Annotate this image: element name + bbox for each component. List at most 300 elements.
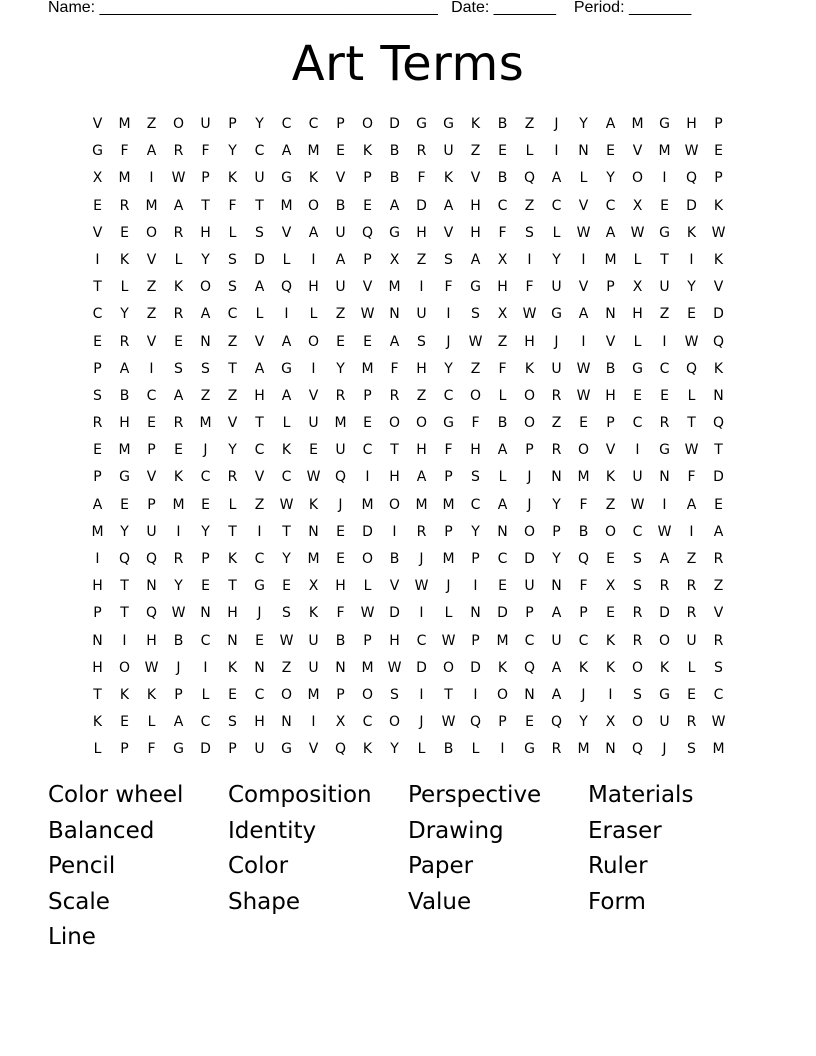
grid-letter: O: [361, 686, 374, 703]
grid-letter: B: [497, 170, 508, 187]
word-bank-item: Form: [588, 888, 646, 915]
grid-letter: B: [578, 523, 589, 540]
grid-letter: W: [171, 605, 186, 622]
grid-letter: C: [551, 197, 562, 214]
grid-letter: R: [632, 632, 643, 649]
grid-letter: E: [201, 578, 210, 595]
grid-row: [84, 111, 732, 138]
grid-letter: K: [686, 224, 697, 241]
grid-letter: E: [579, 415, 588, 432]
grid-letter: T: [660, 251, 669, 268]
grid-letter: O: [145, 224, 158, 241]
grid-letter: M: [442, 551, 455, 567]
grid-letter: N: [605, 306, 616, 323]
grid-letter: D: [389, 605, 400, 622]
grid-letter: K: [119, 686, 130, 703]
grid-letter: I: [500, 741, 505, 758]
grid-letter: R: [551, 387, 562, 404]
grid-row: [84, 247, 732, 274]
grid-letter: N: [146, 578, 157, 595]
grid-letter: P: [174, 686, 183, 703]
grid-letter: S: [633, 578, 642, 595]
grid-row: [84, 736, 732, 763]
grid-letter: C: [281, 469, 292, 486]
grid-letter: L: [147, 714, 156, 731]
grid-letter: R: [686, 714, 697, 731]
grid-letter: C: [578, 632, 589, 649]
grid-letter: P: [525, 605, 534, 622]
grid-letter: X: [632, 279, 643, 296]
grid-letter: S: [633, 551, 642, 567]
grid-letter: B: [389, 551, 400, 567]
grid-letter: M: [91, 523, 104, 540]
grid-letter: T: [282, 523, 291, 540]
grid-letter: L: [282, 251, 291, 268]
grid-letter: P: [363, 387, 372, 404]
grid-letter: D: [686, 197, 697, 214]
grid-letter: K: [497, 659, 508, 676]
grid-letter: F: [525, 279, 534, 296]
grid-letter: I: [419, 279, 424, 296]
grid-letter: C: [254, 686, 265, 703]
grid-letter: H: [605, 387, 616, 404]
grid-letter: X: [605, 714, 616, 731]
grid-letter: V: [578, 197, 589, 214]
grid-letter: R: [632, 605, 643, 622]
grid-letter: H: [92, 659, 103, 676]
grid-letter: D: [524, 551, 535, 567]
grid-letter: C: [254, 143, 265, 160]
grid-letter: H: [470, 224, 481, 241]
grid-letter: J: [662, 741, 667, 758]
grid-letter: V: [632, 143, 643, 160]
grid-letter: Y: [120, 523, 129, 540]
grid-letter: U: [551, 360, 562, 377]
grid-letter: P: [228, 116, 237, 132]
grid-row: [84, 383, 732, 410]
grid-letter: E: [174, 333, 183, 350]
grid-letter: T: [255, 415, 264, 432]
grid-letter: G: [416, 116, 427, 132]
grid-row: [84, 329, 732, 356]
grid-letter: P: [93, 469, 102, 486]
grid-letter: N: [200, 605, 211, 622]
grid-letter: P: [525, 442, 534, 459]
grid-letter: Y: [579, 116, 588, 132]
grid-letter: O: [496, 686, 509, 703]
grid-letter: I: [662, 170, 667, 187]
grid-letter: E: [687, 686, 696, 703]
grid-letter: R: [173, 143, 184, 160]
grid-row: [84, 709, 732, 736]
grid-letter: Y: [228, 143, 237, 160]
grid-letter: P: [336, 116, 345, 132]
grid-letter: L: [498, 387, 507, 404]
grid-letter: R: [659, 578, 670, 595]
grid-letter: G: [551, 306, 562, 323]
grid-letter: N: [254, 659, 265, 676]
grid-letter: R: [686, 578, 697, 595]
grid-letter: I: [608, 686, 613, 703]
grid-letter: E: [606, 551, 615, 567]
grid-letter: N: [389, 306, 400, 323]
grid-letter: Q: [685, 360, 698, 377]
grid-letter: F: [498, 360, 507, 377]
grid-letter: A: [200, 306, 211, 323]
grid-letter: O: [442, 659, 455, 676]
grid-letter: V: [605, 442, 616, 459]
grid-row: [84, 464, 732, 491]
grid-letter: E: [174, 442, 183, 459]
grid-letter: N: [605, 741, 616, 758]
grid-letter: I: [311, 360, 316, 377]
grid-letter: S: [255, 224, 264, 241]
grid-letter: I: [365, 469, 370, 486]
grid-letter: A: [686, 496, 697, 513]
grid-letter: E: [660, 197, 669, 214]
grid-letter: K: [524, 360, 535, 377]
page-title: Art Terms: [291, 36, 525, 92]
grid-letter: L: [579, 170, 588, 187]
grid-letter: V: [146, 469, 157, 486]
grid-letter: O: [523, 415, 536, 432]
grid-letter: T: [228, 578, 237, 595]
grid-letter: Q: [334, 469, 347, 486]
grid-letter: W: [522, 306, 537, 323]
grid-letter: Q: [523, 170, 536, 187]
grid-letter: R: [416, 143, 427, 160]
grid-letter: J: [419, 714, 424, 731]
grid-letter: K: [578, 659, 589, 676]
grid-letter: C: [281, 116, 292, 132]
grid-letter: M: [496, 632, 509, 649]
grid-letter: L: [633, 333, 642, 350]
grid-letter: B: [605, 360, 616, 377]
grid-letter: Z: [227, 387, 238, 404]
grid-letter: U: [335, 224, 346, 241]
grid-letter: U: [335, 442, 346, 459]
grid-letter: Z: [146, 306, 157, 323]
grid-letter: K: [605, 659, 616, 676]
grid-letter: L: [228, 224, 237, 241]
grid-letter: V: [470, 170, 481, 187]
grid-letter: I: [392, 523, 397, 540]
grid-letter: K: [308, 496, 319, 513]
grid-letter: L: [687, 387, 696, 404]
grid-letter: F: [336, 605, 345, 622]
word-bank: [48, 778, 768, 956]
grid-letter: K: [308, 170, 319, 187]
grid-letter: O: [307, 197, 320, 214]
grid-letter: O: [658, 632, 671, 649]
grid-letter: I: [689, 251, 694, 268]
grid-letter: G: [659, 224, 670, 241]
grid-letter: Y: [120, 306, 129, 323]
grid-letter: U: [632, 469, 643, 486]
grid-letter: K: [119, 251, 130, 268]
grid-letter: U: [659, 714, 670, 731]
grid-letter: Q: [334, 741, 347, 758]
grid-letter: A: [281, 387, 292, 404]
grid-letter: E: [255, 632, 264, 649]
grid-letter: S: [714, 659, 723, 676]
grid-letter: Q: [523, 659, 536, 676]
grid-letter: P: [363, 632, 372, 649]
grid-letter: A: [551, 686, 562, 703]
grid-letter: E: [714, 496, 723, 513]
grid-letter: R: [416, 523, 427, 540]
grid-letter: T: [93, 686, 102, 703]
grid-letter: M: [388, 279, 401, 296]
grid-letter: A: [173, 387, 184, 404]
grid-letter: Z: [524, 197, 535, 214]
grid-letter: R: [173, 551, 184, 567]
grid-letter: Y: [579, 714, 588, 731]
grid-letter: P: [714, 170, 723, 187]
grid-letter: U: [551, 632, 562, 649]
grid-letter: E: [714, 143, 723, 160]
grid-letter: I: [122, 632, 127, 649]
grid-letter: A: [659, 551, 670, 567]
grid-letter: M: [415, 496, 428, 513]
grid-letter: I: [662, 496, 667, 513]
grid-letter: W: [468, 333, 483, 350]
grid-letter: Z: [335, 306, 346, 323]
grid-letter: H: [92, 578, 103, 595]
grid-letter: A: [308, 224, 319, 241]
grid-letter: Z: [146, 116, 157, 132]
grid-letter: A: [605, 116, 616, 132]
grid-letter: G: [443, 415, 454, 432]
grid-letter: Q: [550, 714, 563, 731]
grid-letter: I: [446, 306, 451, 323]
grid-letter: M: [577, 741, 590, 758]
grid-letter: L: [228, 496, 237, 513]
grid-letter: Y: [282, 551, 291, 567]
grid-letter: L: [687, 659, 696, 676]
grid-letter: Z: [686, 551, 697, 567]
grid-letter: E: [120, 496, 129, 513]
grid-letter: H: [389, 632, 400, 649]
grid-letter: A: [551, 605, 562, 622]
grid-letter: L: [633, 251, 642, 268]
grid-letter: I: [581, 333, 586, 350]
grid-row: [84, 600, 732, 627]
grid-letter: E: [120, 224, 129, 241]
grid-letter: F: [444, 442, 453, 459]
grid-letter: M: [118, 170, 131, 187]
grid-letter: F: [687, 469, 696, 486]
grid-letter: I: [95, 551, 100, 567]
grid-letter: M: [334, 415, 347, 432]
grid-letter: H: [470, 197, 481, 214]
grid-letter: O: [361, 551, 374, 567]
word-bank-item: Line: [48, 924, 96, 951]
grid-row: [84, 682, 732, 709]
grid-row: [84, 165, 732, 192]
grid-letter: O: [388, 496, 401, 513]
grid-letter: S: [174, 360, 183, 377]
grid-letter: B: [389, 143, 400, 160]
grid-letter: A: [713, 523, 724, 540]
grid-letter: Y: [174, 578, 183, 595]
grid-letter: O: [523, 523, 536, 540]
grid-letter: Q: [361, 224, 374, 241]
grid-letter: W: [711, 224, 726, 241]
grid-letter: K: [362, 741, 373, 758]
grid-letter: T: [687, 415, 696, 432]
grid-letter: T: [255, 197, 264, 214]
word-bank-item: Color wheel: [48, 782, 184, 808]
grid-letter: O: [388, 714, 401, 731]
grid-letter: N: [227, 632, 238, 649]
grid-letter: Q: [145, 551, 158, 567]
grid-row: [84, 655, 732, 682]
grid-letter: E: [363, 197, 372, 214]
grid-letter: I: [95, 251, 100, 268]
grid-letter: A: [146, 143, 157, 160]
grid-letter: Y: [228, 442, 237, 459]
word-bank-item: Identity: [228, 817, 317, 844]
grid-letter: A: [605, 224, 616, 241]
grid-letter: D: [713, 469, 724, 486]
grid-letter: N: [551, 469, 562, 486]
grid-letter: F: [444, 279, 453, 296]
grid-letter: N: [713, 387, 724, 404]
grid-letter: Z: [416, 387, 427, 404]
grid-letter: P: [228, 741, 237, 758]
grid-letter: M: [199, 415, 212, 432]
grid-letter: Q: [145, 605, 158, 622]
grid-letter: X: [497, 251, 508, 268]
grid-letter: K: [227, 659, 238, 676]
grid-letter: E: [525, 714, 534, 731]
grid-row: [84, 138, 732, 165]
grid-letter: E: [336, 333, 345, 350]
grid-letter: G: [443, 116, 454, 132]
grid-letter: K: [470, 116, 481, 132]
grid-letter: C: [362, 442, 373, 459]
grid-letter: O: [361, 116, 374, 132]
grid-letter: J: [446, 578, 451, 595]
grid-letter: Z: [470, 360, 481, 377]
grid-letter: E: [336, 143, 345, 160]
grid-letter: P: [579, 605, 588, 622]
grid-letter: E: [336, 551, 345, 567]
grid-letter: P: [93, 605, 102, 622]
grid-letter: N: [92, 632, 103, 649]
grid-letter: Q: [631, 741, 644, 758]
grid-letter: E: [363, 415, 372, 432]
grid-letter: H: [416, 360, 427, 377]
grid-letter: P: [363, 251, 372, 268]
grid-letter: G: [524, 741, 535, 758]
grid-letter: Q: [469, 714, 482, 731]
grid-letter: P: [336, 686, 345, 703]
grid-letter: P: [714, 116, 723, 132]
grid-letter: Q: [712, 333, 725, 350]
grid-letter: C: [200, 469, 211, 486]
grid-letter: A: [551, 170, 562, 187]
grid-letter: W: [171, 170, 186, 187]
grid-letter: M: [118, 442, 131, 459]
grid-letter: A: [551, 659, 562, 676]
grid-letter: V: [281, 224, 292, 241]
word-bank-item: Shape: [228, 888, 301, 915]
grid-letter: L: [417, 741, 426, 758]
grid-letter: A: [254, 279, 265, 296]
grid-letter: L: [525, 143, 534, 160]
grid-letter: W: [387, 659, 402, 676]
name-field-label: Name: ______________________________________: [48, 0, 438, 16]
grid-letter: D: [362, 523, 373, 540]
grid-letter: U: [308, 659, 319, 676]
grid-letter: O: [118, 659, 131, 676]
grid-letter: I: [419, 605, 424, 622]
grid-letter: G: [659, 686, 670, 703]
grid-letter: Z: [254, 496, 265, 513]
grid-letter: P: [498, 714, 507, 731]
grid-letter: J: [257, 605, 262, 622]
grid-letter: P: [147, 442, 156, 459]
grid-letter: X: [92, 170, 103, 187]
grid-letter: R: [686, 605, 697, 622]
grid-row: [84, 274, 732, 301]
grid-row: [84, 410, 732, 437]
grid-letter: V: [713, 279, 724, 296]
grid-letter: T: [714, 442, 723, 459]
grid-letter: G: [254, 578, 265, 595]
grid-letter: A: [497, 496, 508, 513]
grid-letter: I: [176, 523, 181, 540]
grid-letter: B: [497, 116, 508, 132]
grid-letter: H: [308, 279, 319, 296]
grid-letter: K: [227, 170, 238, 187]
grid-letter: X: [335, 714, 346, 731]
grid-letter: Z: [551, 415, 562, 432]
grid-letter: N: [578, 143, 589, 160]
grid-letter: J: [338, 496, 343, 513]
grid-letter: H: [227, 605, 238, 622]
grid-letter: C: [254, 551, 265, 567]
grid-letter: J: [581, 686, 586, 703]
grid-letter: M: [280, 197, 293, 214]
grid-letter: V: [578, 279, 589, 296]
grid-letter: Z: [146, 279, 157, 296]
grid-letter: U: [551, 279, 562, 296]
grid-letter: D: [470, 659, 481, 676]
grid-letter: K: [713, 251, 724, 268]
grid-letter: T: [228, 360, 237, 377]
grid-letter: R: [92, 415, 103, 432]
grid-row: [84, 356, 732, 383]
grid-letter: G: [92, 143, 103, 160]
grid-letter: R: [119, 197, 130, 214]
grid-row: [84, 220, 732, 247]
grid-letter: V: [254, 333, 265, 350]
grid-letter: H: [497, 279, 508, 296]
grid-letter: V: [362, 279, 373, 296]
grid-letter: S: [633, 686, 642, 703]
grid-letter: D: [713, 306, 724, 323]
grid-letter: S: [228, 714, 237, 731]
grid-letter: N: [200, 333, 211, 350]
grid-letter: P: [120, 741, 129, 758]
grid-letter: B: [173, 632, 184, 649]
grid-letter: E: [93, 442, 102, 459]
grid-letter: R: [551, 741, 562, 758]
grid-letter: P: [471, 632, 480, 649]
